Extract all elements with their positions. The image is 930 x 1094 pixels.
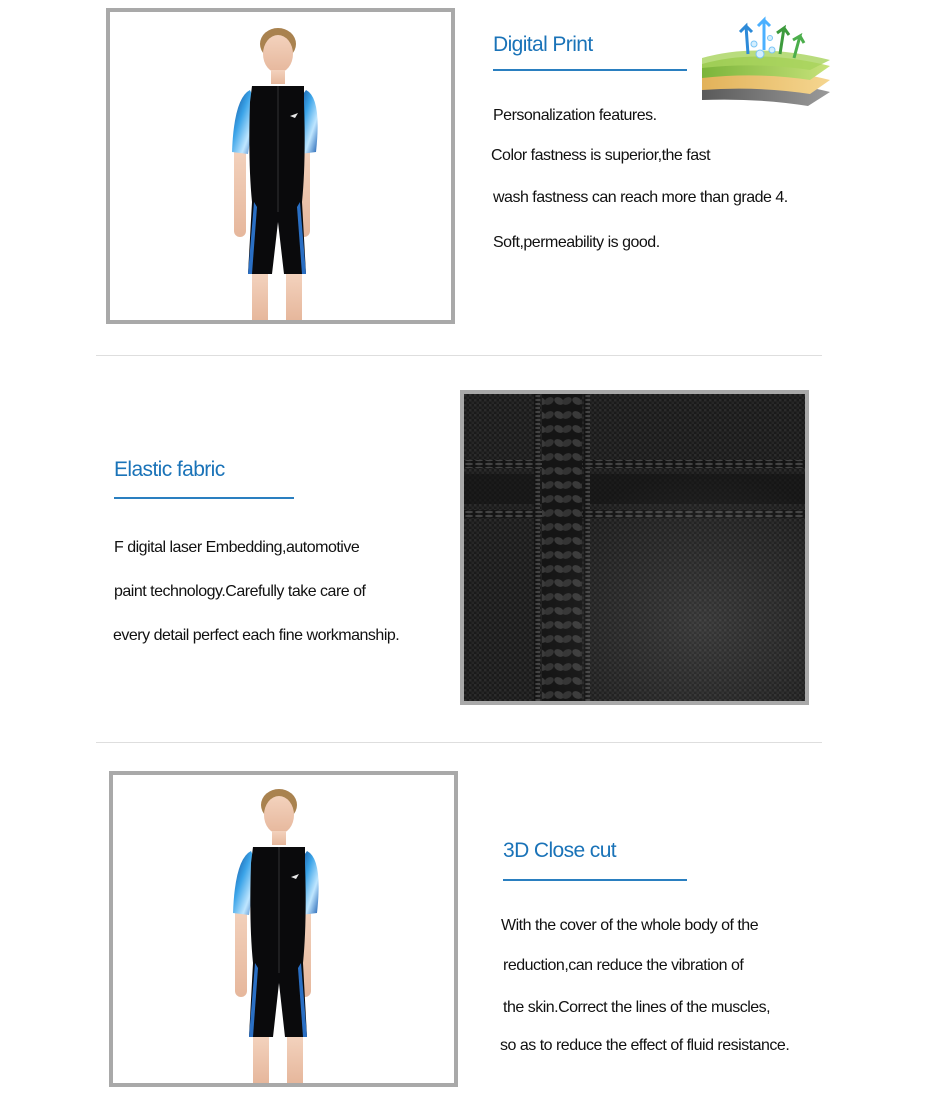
feature-line: paint technology.Carefully take care of (114, 583, 366, 600)
feature-line: every detail perfect each fine workmanship. (113, 627, 400, 644)
section-divider (96, 742, 822, 743)
model-photo-2 (109, 771, 458, 1087)
swimsuit-model-image (110, 12, 451, 320)
heading-underline (493, 69, 687, 71)
fabric-layers-icon (698, 14, 834, 110)
swimsuit-model-image (113, 775, 454, 1083)
feature-line: the skin.Correct the lines of the muscles, (503, 999, 771, 1016)
feature-line: wash fastness can reach more than grade 4. (493, 189, 788, 206)
feature-line: F digital laser Embedding,automotive (114, 539, 360, 556)
section-heading-3d-close-cut: 3D Close cut (503, 839, 617, 862)
feature-line: With the cover of the whole body of the (501, 917, 759, 934)
heading-underline (503, 879, 687, 881)
section-heading-digital-print: Digital Print (493, 33, 593, 56)
fabric-closeup-photo (460, 390, 809, 705)
feature-line: Color fastness is superior,the fast (491, 147, 711, 164)
section-heading-elastic-fabric: Elastic fabric (114, 458, 225, 481)
section-divider (96, 355, 822, 356)
feature-line: Personalization features. (493, 107, 657, 124)
model-photo-1 (106, 8, 455, 324)
feature-line: so as to reduce the effect of fluid resistance. (500, 1037, 790, 1054)
fabric-closeup-image (464, 394, 805, 701)
feature-line: reduction,can reduce the vibration of (503, 957, 744, 974)
heading-underline (114, 497, 294, 499)
feature-line: Soft,permeability is good. (493, 234, 660, 251)
